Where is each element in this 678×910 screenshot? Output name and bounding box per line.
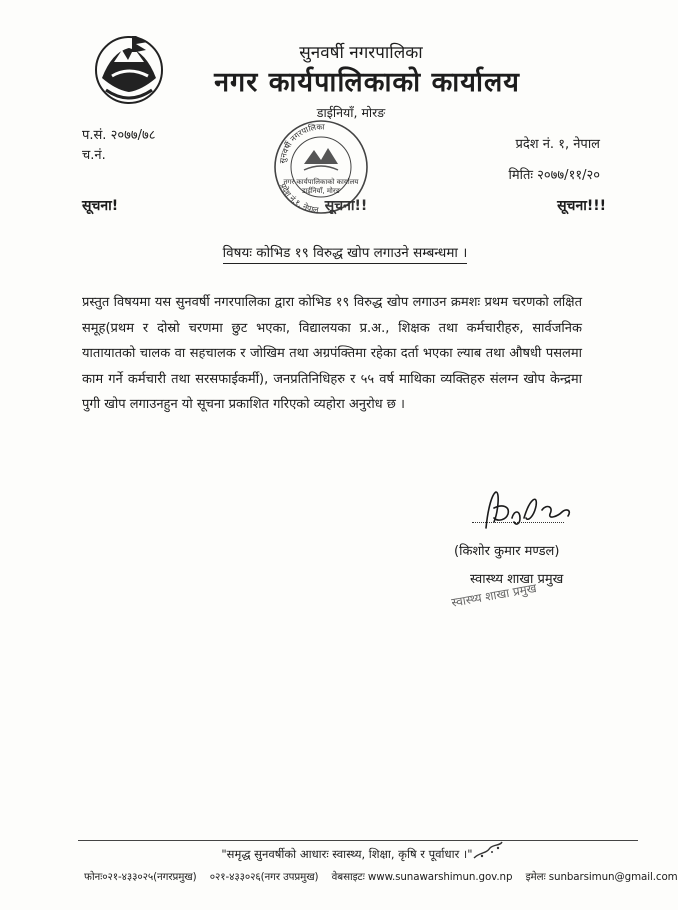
notice-heading-right: सूचना!!!: [557, 198, 606, 214]
org-name: सुनवर्षी नगरपालिका: [299, 43, 423, 63]
decorative-mark-icon: [470, 840, 504, 862]
seal-mid-text: नगर कार्यपालिकाको कार्यालय: [283, 178, 359, 186]
signer-designation: स्वास्थ्य शाखा प्रमुख: [470, 572, 564, 587]
email-label: इमेलः: [525, 871, 546, 883]
province: प्रदेश नं. १, नेपाल: [515, 137, 600, 152]
seal-top-text: सुनवर्षी नगरपालिका: [278, 122, 325, 164]
subject-text: विषयः कोभिड १९ विरुद्ध खोप लगाउने सम्बन्धमा ।: [223, 245, 468, 264]
office-name: नगर कार्यपालिकाको कार्यालय: [214, 67, 520, 98]
phone-deputy: ०२१-४३३०२६(नगर उपप्रमुख): [209, 871, 319, 883]
footer-contact: [84, 870, 678, 884]
handwritten-signature: [458, 488, 588, 538]
website-link[interactable]: www.sunawarshimun.gov.np: [367, 871, 513, 883]
designation-stamp: स्वास्थ्य शाखा प्रमुख: [450, 581, 538, 610]
signature-line: [472, 522, 564, 523]
seal-place-text: डाईनियाँ, मोरङ: [301, 187, 341, 195]
notice-heading-middle: सूचना!!: [324, 198, 368, 214]
email-link[interactable]: sunbarsimun@gmail.com: [548, 871, 678, 883]
fiscal-year: प.सं. २०७७/७८: [82, 128, 156, 143]
website-label: वेबसाइटः: [331, 871, 365, 883]
seal-bottom-text: प्रदेश नं.१, नेपाल: [278, 181, 320, 215]
office-place: डाईनियाँ, मोरङ: [316, 105, 386, 120]
notice-heading-left: सूचना!: [82, 198, 119, 214]
letter-date: मितिः २०७७/११/२०: [508, 168, 600, 183]
notice-body: प्रस्तुत विषयमा यस सुनवर्षी नगरपालिका द्वारा कोभिड १९ विरुद्ध खोप लगाउन क्रमशः प्रथम चरणको लक्षित समूह(प्रथम र दोस्रो चरणमा छुट भएका, विद्यालयका प्र.अ., शिक्षक तथा कर्मचारीहरु, सार्वजनिक यातायातको चालक वा सहचालक र जोखिम तथा अग्रपंक्तिमा रहेका दर्ता भएका ल्याब तथा औषधी पसलमा काम गर्ने कर्मचारी तथा सरसफाईकर्मी), जनप्रतिनिधिहरु र ५५ वर्ष माथिका व्यक्तिहरु संलग्न खोप केन्द्रमा पुगी खोप लगाउनहुन यो सूचना प्रकाशित गरिएको व्यहोरा अनुरोध छ ।: [82, 295, 582, 413]
dispatch-number: च.नं.: [82, 148, 106, 163]
subject-line: [0, 243, 662, 261]
footer-slogan: "समृद्ध सुनवर्षीको आधारः स्वास्थ्य, शिक्षा, कृषि र पूर्वाधार ।": [221, 847, 473, 861]
phone-label: फोनः: [84, 871, 103, 883]
phone-mayor: ०२१-४३३०२५(नगरप्रमुख): [102, 871, 197, 883]
footer-divider: [78, 840, 638, 841]
signer-name: (किशोर कुमार मण्डल): [454, 544, 560, 559]
